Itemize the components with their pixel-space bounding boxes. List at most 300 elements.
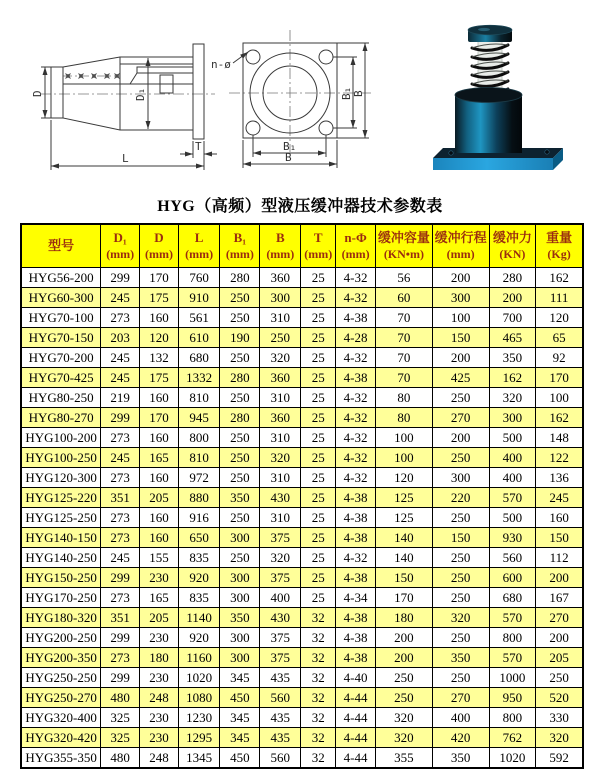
value-cell: 32 [301,628,336,648]
value-cell: 300 [260,288,301,308]
value-cell: 273 [101,428,140,448]
table-row [21,648,583,668]
value-cell: 1080 [178,688,220,708]
value-cell: 910 [178,288,220,308]
dimension-D1 [134,58,148,129]
value-cell: 245 [101,548,140,568]
value-cell: 245 [536,488,583,508]
table-row [21,388,583,408]
value-cell: 250 [432,508,489,528]
value-cell: 320 [260,548,301,568]
value-cell: 167 [536,588,583,608]
value-cell: 450 [220,688,260,708]
table-row [21,748,583,769]
value-cell: 520 [536,688,583,708]
value-cell: 1345 [178,748,220,769]
value-cell: 560 [260,748,301,769]
value-cell: 4-32 [336,348,376,368]
value-cell: 400 [489,448,536,468]
value-cell: 245 [101,448,140,468]
value-cell: 480 [101,688,140,708]
value-cell: 1020 [489,748,536,769]
value-cell: 810 [178,448,220,468]
value-cell: 570 [489,608,536,628]
value-cell: 250 [220,288,260,308]
value-cell: 350 [220,488,260,508]
value-cell: 70 [376,348,433,368]
spec-table [20,223,584,769]
value-cell: 280 [220,368,260,388]
value-cell: 205 [140,608,179,628]
value-cell: 25 [301,448,336,468]
value-cell: 32 [301,608,336,628]
value-cell: 4-32 [336,428,376,448]
value-cell: 250 [220,348,260,368]
value-cell: 175 [140,368,179,388]
table-row [21,268,583,288]
value-cell: 1160 [178,648,220,668]
value-cell: 25 [301,368,336,388]
value-cell: 165 [140,448,179,468]
table-row [21,468,583,488]
value-cell: 32 [301,748,336,769]
value-cell: 325 [101,728,140,748]
model-cell: HYG120-300 [21,468,101,488]
value-cell: 245 [101,368,140,388]
value-cell: 320 [432,608,489,628]
value-cell: 250 [220,308,260,328]
column-header-0: 型号 [21,224,101,268]
value-cell: 4-44 [336,728,376,748]
value-cell: 592 [536,748,583,769]
value-cell: 310 [260,428,301,448]
value-cell: 25 [301,428,336,448]
value-cell: 300 [220,568,260,588]
value-cell: 250 [220,428,260,448]
cap-highlight [478,28,490,31]
value-cell: 25 [301,408,336,428]
value-cell: 300 [220,588,260,608]
value-cell: 25 [301,508,336,528]
value-cell: 320 [376,728,433,748]
value-cell: 375 [260,628,301,648]
table-row [21,488,583,508]
value-cell: 1140 [178,608,220,628]
value-cell: 4-32 [336,268,376,288]
value-cell: 310 [260,508,301,528]
column-header-1: D₁ (mm) [101,224,140,268]
table-row [21,348,583,368]
header-row [21,224,583,268]
value-cell: 4-38 [336,488,376,508]
value-cell: 25 [301,568,336,588]
value-cell: 4-38 [336,608,376,628]
model-cell: HYG355-350 [21,748,101,769]
value-cell: 972 [178,468,220,488]
value-cell: 25 [301,388,336,408]
value-cell: 430 [260,608,301,628]
value-cell: 810 [178,388,220,408]
value-cell: 600 [489,568,536,588]
value-cell: 200 [536,568,583,588]
value-cell: 32 [301,668,336,688]
value-cell: 25 [301,268,336,288]
value-cell: 270 [432,408,489,428]
value-cell: 345 [220,708,260,728]
bolt-hole [246,121,260,135]
value-cell: 435 [260,708,301,728]
value-cell: 250 [432,628,489,648]
value-cell: 945 [178,408,220,428]
value-cell: 435 [260,668,301,688]
value-cell: 299 [101,628,140,648]
value-cell: 200 [432,428,489,448]
value-cell: 200 [432,348,489,368]
value-cell: 299 [101,568,140,588]
model-cell: HYG125-250 [21,508,101,528]
value-cell: 230 [140,568,179,588]
value-cell: 270 [432,688,489,708]
value-cell: 25 [301,488,336,508]
value-cell: 170 [376,588,433,608]
value-cell: 351 [101,608,140,628]
column-header-4: B₁ (mm) [220,224,260,268]
value-cell: 465 [489,328,536,348]
value-cell: 120 [536,308,583,328]
value-cell: 155 [140,548,179,568]
table-row [21,528,583,548]
value-cell: 250 [432,448,489,468]
value-cell: 25 [301,528,336,548]
value-cell: 250 [432,568,489,588]
column-header-8: 缓冲容量 (KN•m) [376,224,433,268]
base-screw [449,151,453,155]
value-cell: 160 [140,428,179,448]
value-cell: 325 [101,708,140,728]
value-cell: 762 [489,728,536,748]
value-cell: 4-38 [336,628,376,648]
model-cell: HYG56-200 [21,268,101,288]
value-cell: 350 [489,348,536,368]
value-cell: 80 [376,388,433,408]
value-cell: 111 [536,288,583,308]
value-cell: 360 [260,408,301,428]
table-row [21,308,583,328]
value-cell: 170 [140,268,179,288]
value-cell: 299 [101,268,140,288]
value-cell: 70 [376,308,433,328]
table-row [21,548,583,568]
value-cell: 230 [140,628,179,648]
bolt-hole [319,121,333,135]
value-cell: 200 [489,288,536,308]
value-cell: 250 [220,508,260,528]
value-cell: 150 [376,568,433,588]
table-row [21,508,583,528]
model-cell: HYG80-250 [21,388,101,408]
value-cell: 280 [220,268,260,288]
value-cell: 132 [140,348,179,368]
value-cell: 4-32 [336,548,376,568]
model-cell: HYG70-425 [21,368,101,388]
value-cell: 92 [536,348,583,368]
value-cell: 916 [178,508,220,528]
value-cell: 136 [536,468,583,488]
cap-top [468,25,512,35]
table-row [21,708,583,728]
table-row [21,608,583,628]
model-cell: HYG140-150 [21,528,101,548]
value-cell: 400 [432,708,489,728]
model-cell: HYG100-250 [21,448,101,468]
value-cell: 920 [178,628,220,648]
dim-label-B1-right: B₁ [340,86,353,100]
value-cell: 4-32 [336,288,376,308]
column-header-10: 缓冲力 (KN) [489,224,536,268]
value-cell: 500 [489,508,536,528]
model-cell: HYG60-300 [21,288,101,308]
value-cell: 150 [536,528,583,548]
value-cell: 162 [536,408,583,428]
value-cell: 175 [140,288,179,308]
value-cell: 930 [489,528,536,548]
value-cell: 273 [101,308,140,328]
value-cell: 70 [376,368,433,388]
value-cell: 300 [220,648,260,668]
value-cell: 250 [220,448,260,468]
value-cell: 273 [101,508,140,528]
figures-panel [0,0,600,190]
table-row [21,448,583,468]
value-cell: 100 [376,448,433,468]
value-cell: 32 [301,708,336,728]
column-header-6: T (mm) [301,224,336,268]
value-cell: 4-32 [336,468,376,488]
value-cell: 4-34 [336,588,376,608]
value-cell: 420 [432,728,489,748]
buffer-body [455,95,522,153]
value-cell: 250 [536,668,583,688]
value-cell: 125 [376,488,433,508]
column-header-5: B (mm) [260,224,301,268]
model-cell: HYG180-320 [21,608,101,628]
value-cell: 425 [432,368,489,388]
value-cell: 205 [140,488,179,508]
dim-label-B-right: B [352,90,365,97]
value-cell: 65 [536,328,583,348]
value-cell: 350 [432,648,489,668]
value-cell: 273 [101,648,140,668]
value-cell: 320 [260,448,301,468]
value-cell: 205 [536,648,583,668]
value-cell: 400 [260,588,301,608]
value-cell: 200 [432,268,489,288]
model-cell: HYG250-270 [21,688,101,708]
value-cell: 300 [220,628,260,648]
value-cell: 299 [101,668,140,688]
value-cell: 355 [376,748,433,769]
value-cell: 4-38 [336,648,376,668]
value-cell: 250 [432,548,489,568]
value-cell: 1020 [178,668,220,688]
value-cell: 4-38 [336,508,376,528]
value-cell: 250 [260,328,301,348]
value-cell: 560 [489,548,536,568]
value-cell: 310 [260,388,301,408]
value-cell: 70 [376,328,433,348]
value-cell: 120 [376,468,433,488]
value-cell: 4-38 [336,568,376,588]
value-cell: 160 [140,528,179,548]
value-cell: 25 [301,548,336,568]
value-cell: 835 [178,548,220,568]
model-cell: HYG70-200 [21,348,101,368]
model-cell: HYG125-220 [21,488,101,508]
value-cell: 320 [260,348,301,368]
column-header-11: 重量 (Kg) [536,224,583,268]
value-cell: 700 [489,308,536,328]
value-cell: 360 [260,268,301,288]
bolt-hole [319,50,333,64]
value-cell: 250 [376,688,433,708]
dim-label-B-bottom: B [285,151,292,164]
value-cell: 25 [301,588,336,608]
value-cell: 500 [489,428,536,448]
value-cell: 162 [489,368,536,388]
value-cell: 561 [178,308,220,328]
table-row [21,588,583,608]
value-cell: 56 [376,268,433,288]
value-cell: 4-38 [336,368,376,388]
model-cell: HYG140-250 [21,548,101,568]
value-cell: 4-32 [336,448,376,468]
model-cell: HYG80-270 [21,408,101,428]
value-cell: 4-44 [336,708,376,728]
value-cell: 375 [260,568,301,588]
table-row [21,328,583,348]
table-row [21,628,583,648]
column-header-2: D (mm) [140,224,179,268]
value-cell: 140 [376,528,433,548]
value-cell: 375 [260,528,301,548]
value-cell: 250 [220,468,260,488]
value-cell: 435 [260,728,301,748]
dim-label-L: L [122,152,129,165]
column-header-3: L (mm) [178,224,220,268]
value-cell: 280 [220,408,260,428]
value-cell: 122 [536,448,583,468]
value-cell: 4-44 [336,688,376,708]
value-cell: 345 [220,668,260,688]
value-cell: 230 [140,668,179,688]
value-cell: 320 [376,708,433,728]
value-cell: 330 [536,708,583,728]
value-cell: 160 [140,508,179,528]
bolt-hole [246,50,260,64]
value-cell: 835 [178,588,220,608]
value-cell: 248 [140,688,179,708]
value-cell: 920 [178,568,220,588]
value-cell: 25 [301,468,336,488]
table-row [21,288,583,308]
value-cell: 350 [220,608,260,628]
value-cell: 160 [140,468,179,488]
value-cell: 680 [178,348,220,368]
value-cell: 430 [260,488,301,508]
value-cell: 345 [220,728,260,748]
value-cell: 300 [432,468,489,488]
value-cell: 450 [220,748,260,769]
value-cell: 190 [220,328,260,348]
value-cell: 1295 [178,728,220,748]
value-cell: 800 [489,628,536,648]
value-cell: 273 [101,528,140,548]
value-cell: 250 [432,388,489,408]
value-cell: 160 [140,388,179,408]
column-header-7: n-Φ (mm) [336,224,376,268]
model-cell: HYG70-100 [21,308,101,328]
value-cell: 4-38 [336,308,376,328]
model-cell: HYG100-200 [21,428,101,448]
value-cell: 299 [101,408,140,428]
value-cell: 32 [301,728,336,748]
value-cell: 219 [101,388,140,408]
buffer-body-top [455,88,522,103]
value-cell: 250 [432,668,489,688]
value-cell: 880 [178,488,220,508]
value-cell: 125 [376,508,433,528]
value-cell: 230 [140,728,179,748]
value-cell: 60 [376,288,433,308]
value-cell: 1230 [178,708,220,728]
value-cell: 480 [101,748,140,769]
value-cell: 760 [178,268,220,288]
value-cell: 200 [536,628,583,648]
spring-symbols [66,74,120,79]
dimension-T [180,140,217,158]
model-cell: HYG250-250 [21,668,101,688]
value-cell: 270 [536,608,583,628]
value-cell: 400 [489,468,536,488]
section-view-drawing [31,44,217,170]
value-cell: 320 [536,728,583,748]
value-cell: 100 [376,428,433,448]
value-cell: 360 [260,368,301,388]
value-cell: 950 [489,688,536,708]
model-cell: HYG170-250 [21,588,101,608]
dim-label-D1: D₁ [134,87,147,101]
table-row [21,728,583,748]
model-cell: HYG320-420 [21,728,101,748]
value-cell: 300 [220,528,260,548]
value-cell: 4-32 [336,388,376,408]
value-cell: 140 [376,548,433,568]
value-cell: 570 [489,488,536,508]
value-cell: 280 [489,268,536,288]
value-cell: 245 [101,348,140,368]
value-cell: 220 [432,488,489,508]
dimension-D [31,67,51,118]
model-cell: HYG70-150 [21,328,101,348]
dimension-L [51,120,204,170]
model-cell: HYG200-250 [21,628,101,648]
dim-label-B1-bottom: B₁ [283,140,297,153]
hole-callout [211,52,248,71]
value-cell: 650 [178,528,220,548]
table-row [21,668,583,688]
table-row [21,428,583,448]
value-cell: 160 [536,508,583,528]
